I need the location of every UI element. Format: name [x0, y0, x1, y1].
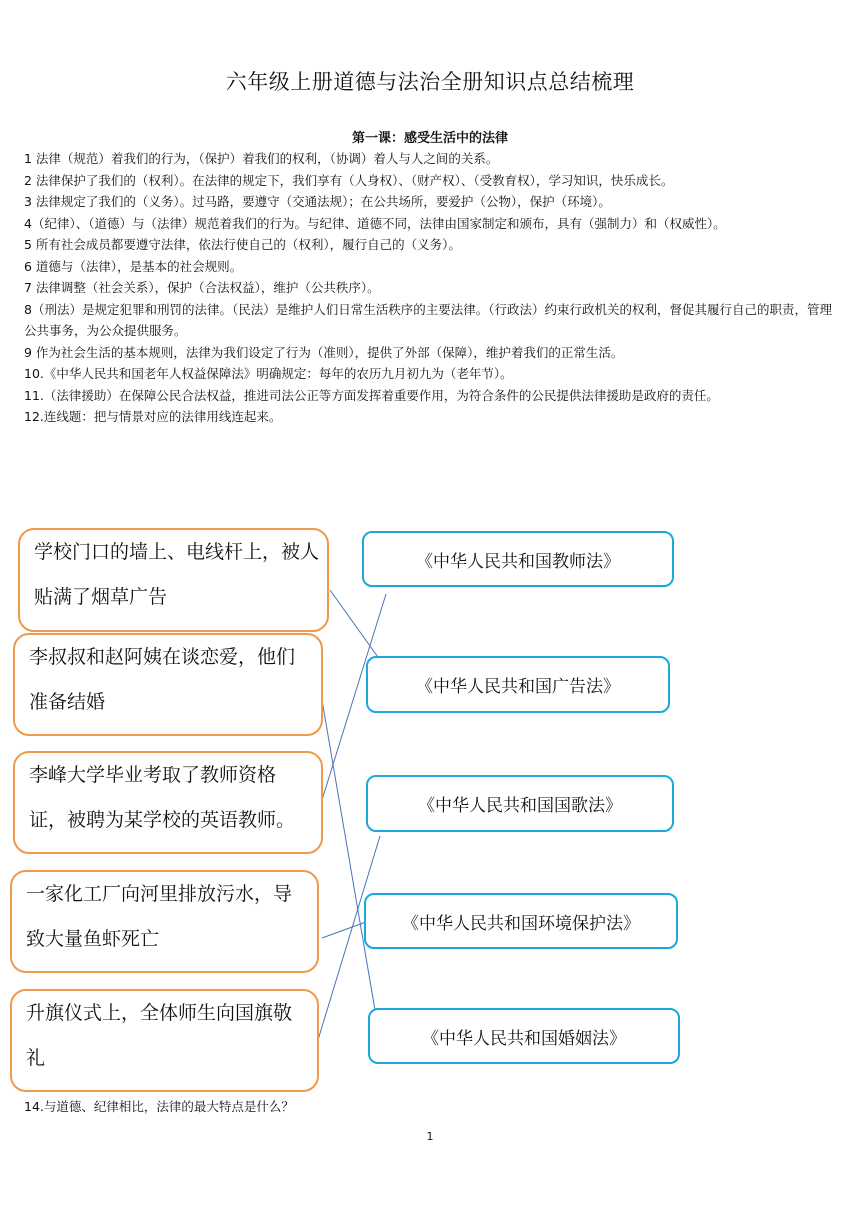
scenario-box-2: 李叔叔和赵阿姨在谈恋爱，他们准备结婚: [13, 633, 323, 736]
point-2: 2 法律保护了我们的（权利）。在法律的规定下，我们享有（人身权）、（财产权）、（受教育权），学习知识，快乐成长。: [24, 172, 674, 188]
law-box-advertising: 《中华人民共和国广告法》: [366, 656, 670, 713]
question-14: 14.与道德、纪律相比，法律的最大特点是什么？: [24, 1099, 294, 1114]
document-title: 六年级上册道德与法治全册知识点总结梳理: [225, 70, 635, 94]
point-12: 12.连线题：把与情景对应的法律用线连起来。: [24, 409, 282, 424]
point-4: 4（纪律）、（道德）与（法律）规范着我们的行为。与纪律、道德不同，法律由国家制定和颁布，具有（强制力）和（权威性）。: [24, 215, 726, 231]
point-7: 7 法律调整（社会关系），保护（合法权益），维护（公共秩序）。: [24, 280, 380, 295]
match-line-environment: [322, 922, 366, 938]
lesson-title: 第一课：感受生活中的法律: [351, 131, 508, 146]
point-11: 11.（法律援助）在保障公民合法权益，推进司法公正等方面发挥着重要作用，为符合条件的公民提供法律援助是政府的责任。: [24, 387, 719, 403]
point-8: 8（刑法）是规定犯罪和刑罚的法律。（民法）是维护人们日常生活秩序的主要法律。（行政法）约束行政机关的权利，督促其履行自己的职责，管理公共事务，为公众提供服务。: [24, 301, 832, 338]
match-line-marriage: [322, 700, 376, 1016]
law-box-marriage: 《中华人民共和国婚姻法》: [368, 1008, 680, 1064]
scenario-box-3: 李峰大学毕业考取了教师资格证，被聘为某学校的英语教师。: [13, 751, 323, 854]
point-10: 10.《中华人民共和国老年人权益保障法》明确规定：每年的农历九月初九为（老年节）。: [24, 366, 513, 381]
point-5: 5 所有社会成员都要遵守法律，依法行使自己的（权利），履行自己的（义务）。: [24, 237, 461, 252]
match-line-ad: [330, 590, 380, 660]
scenario-box-4: 一家化工厂向河里排放污水，导致大量鱼虾死亡: [10, 870, 319, 973]
scenario-box-1: 学校门口的墙上、电线杆上，被人贴满了烟草广告: [18, 528, 329, 632]
scenario-box-5: 升旗仪式上，全体师生向国旗敬礼: [10, 989, 319, 1092]
point-1: 1 法律（规范）着我们的行为，（保护）着我们的权利，（协调）着人与人之间的关系。: [24, 151, 499, 166]
law-box-environment: 《中华人民共和国环境保护法》: [364, 893, 678, 949]
point-6: 6 道德与（法律），是基本的社会规则。: [24, 258, 243, 274]
page-number: 1: [426, 1130, 434, 1143]
point-3: 3 法律规定了我们的（义务）。过马路，要遵守（交通法规）；在公共场所，要爱护（公物），保护（环境）。: [24, 194, 611, 209]
point-9: 9 作为社会生活的基本规则，法律为我们设定了行为（准则），提供了外部（保障），维护着我们的正常生活。: [24, 344, 624, 360]
law-box-teacher: 《中华人民共和国教师法》: [362, 531, 674, 587]
law-box-anthem: 《中华人民共和国国歌法》: [366, 775, 674, 832]
